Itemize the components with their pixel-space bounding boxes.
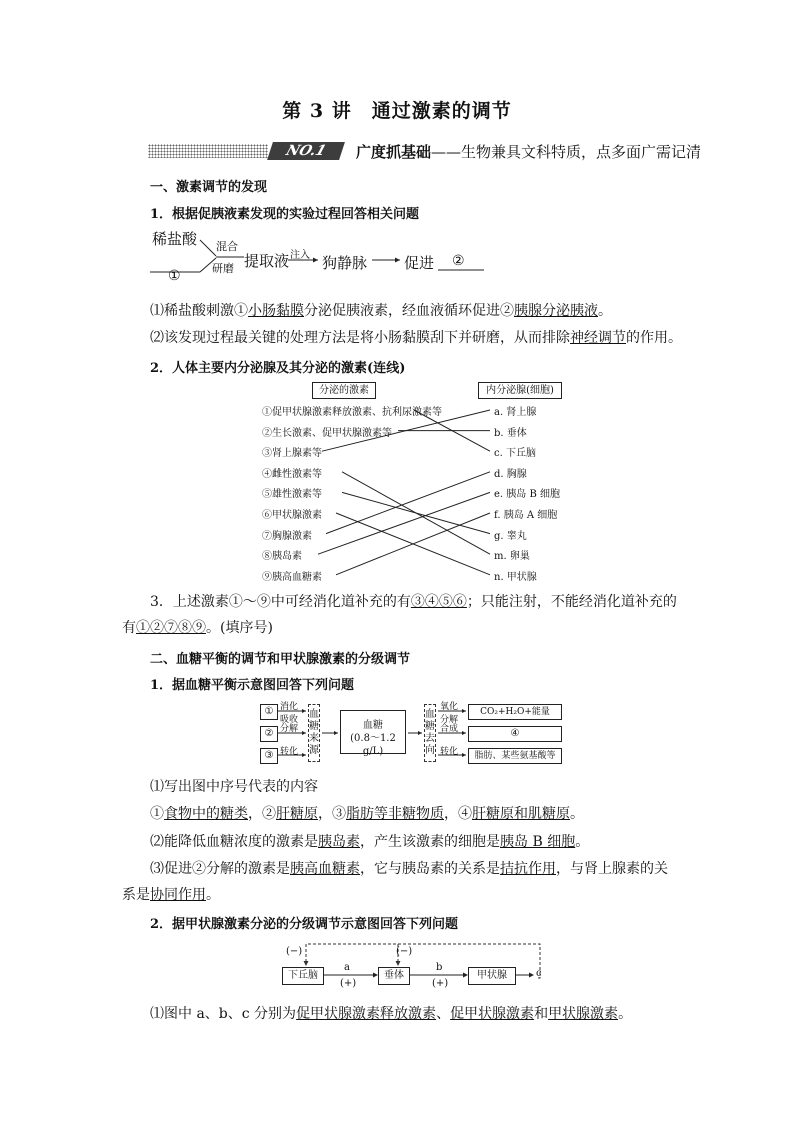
q1-answer-2	[150, 327, 682, 347]
q1a1-answer-2: 胰腺分泌胰液	[514, 303, 598, 319]
a3-line2-pre: 系是	[122, 887, 150, 903]
output-3-box: 脂肪、某些氨基酸等	[468, 748, 562, 764]
hormone-item: ③肾上腺素等	[262, 448, 322, 460]
q1-answer-1	[150, 300, 612, 320]
center-range: (0.8～1.2 g/L)	[350, 733, 396, 757]
oxidize-decompose-label: 分解	[440, 715, 459, 725]
s2q2-end: 。	[618, 1006, 633, 1022]
q3-answer-2: ①②⑦⑧⑨	[136, 620, 206, 636]
a3-pre: ⑶促进②分解的激素是	[150, 861, 290, 877]
inject-label: 注入	[290, 250, 310, 261]
grind-label: 研磨	[212, 262, 234, 275]
s2q2-a1	[150, 1003, 632, 1023]
pituitary-box: 垂体	[378, 967, 410, 985]
q3-pre: 3．上述激素①～⑨中可经消化道补充的有	[150, 594, 411, 610]
source-1-box: ①	[260, 704, 278, 720]
source-2-box: ②	[260, 726, 278, 742]
hormone-item: ①促甲状腺激素释放激素、抗利尿激素等	[262, 407, 442, 418]
blank-1: ①	[168, 268, 181, 284]
q1a2-end: 的作用。	[626, 330, 682, 346]
minus-label-1: (−)	[286, 946, 303, 957]
hormone-item: ②生长激素、促甲状腺激素等	[262, 427, 392, 439]
right-header: 内分泌腺(细胞)	[478, 382, 562, 399]
q1a1-mid: 分泌促胰液素，经血液循环促进②	[304, 303, 514, 319]
match-line	[326, 472, 490, 534]
q3-line-2	[122, 617, 273, 637]
convert-label: 转化	[280, 747, 299, 757]
q1a1-answer-1: 小肠黏膜	[248, 303, 304, 319]
minus-label-2: (−)	[396, 946, 413, 957]
hormone-item: ⑦胸腺激素	[262, 530, 312, 542]
banner-subtitle: ——生物兼具文科特质，点多面广需记清	[431, 143, 702, 161]
plus-label-1: (+)	[340, 978, 357, 989]
a3-v3: 协同作用	[150, 887, 206, 903]
q1-heading: 1．根据促胰液素发现的实验过程回答相关问题	[150, 207, 420, 222]
promote-label: 促进	[404, 254, 435, 272]
blood-sugar-center-box	[340, 710, 406, 757]
vein-label: 狗静脉	[322, 254, 368, 272]
banner-badge: NO.1	[267, 142, 345, 160]
gland-item: n. 甲状腺	[494, 571, 537, 583]
q3-end: 。(填序号)	[206, 620, 273, 636]
s2q2-pre: ⑴图中 a、b、c 分别为	[150, 1006, 297, 1022]
s2q2-v3: 甲状腺激素	[548, 1006, 619, 1022]
s2q1-a2	[150, 831, 589, 851]
s2q1-a3-line1	[150, 858, 668, 878]
a1b-v4: 肝糖原和肌糖原	[472, 806, 570, 822]
a3-mid: ，它与胰岛素的关系是	[360, 861, 500, 877]
center-title: 血糖	[363, 720, 383, 731]
label-a: a	[344, 962, 350, 973]
a1b-p3: ，③	[318, 806, 346, 822]
a2-v1: 胰岛素	[318, 834, 360, 850]
a2-mid: ，产生该激素的细胞是	[360, 834, 500, 850]
s2q2-v2: 促甲状腺激素	[450, 1006, 535, 1022]
a1b-p2: ，②	[248, 806, 276, 822]
a1b-p1: ①	[150, 806, 164, 822]
section2-heading: 二、血糖平衡的调节和甲状腺激素的分级调节	[150, 652, 411, 667]
blood-sugar-source-tag: 血糖来源	[308, 704, 320, 762]
extract-label: 提取液	[244, 252, 290, 270]
page-title: 第 3 讲 通过激素的调节	[282, 100, 512, 122]
thyroid-diagram	[280, 940, 550, 996]
gland-item: a. 肾上腺	[494, 407, 537, 418]
hormone-item: ⑧胰岛素	[262, 551, 302, 563]
match-line	[342, 492, 490, 533]
banner-dots	[148, 144, 268, 158]
s2q2-s2: 和	[534, 1006, 549, 1022]
blank-2: ②	[452, 253, 465, 269]
synthesize-label: 合成	[440, 724, 459, 734]
a2-end: 。	[575, 834, 590, 850]
acid-label: 稀盐酸	[152, 230, 198, 248]
q1a2-pre: ⑵该发现过程最关键的处理方法是将小肠黏膜刮下并研磨，从而排除	[150, 330, 570, 346]
gland-item: b. 垂体	[494, 427, 527, 439]
a3-v2: 拮抗作用	[500, 861, 556, 877]
s2q2-heading: 2．据甲状腺激素分泌的分级调节示意图回答下列问题	[150, 917, 459, 932]
a1b-v3: 脂肪等非糖物质	[346, 806, 444, 822]
a2-v2: 胰岛 B 细胞	[500, 834, 576, 850]
decompose-label: 分解	[280, 724, 299, 734]
s2q1-a1-answers	[150, 803, 584, 823]
a3-end: 。	[206, 887, 220, 903]
a2-pre: ⑵能降低血糖浓度的激素是	[150, 834, 318, 850]
hormone-item: ④雌性激素等	[262, 468, 322, 480]
a1b-p4: ，④	[444, 806, 472, 822]
q1a1-end: 。	[598, 303, 612, 319]
q3-mid: ；只能注射，不能经消化道补充的	[466, 594, 677, 610]
s2q1-heading: 1．据血糖平衡示意图回答下列问题	[150, 678, 355, 693]
output-2-box: ④	[468, 726, 562, 742]
gland-item: f. 胰岛 A 细胞	[494, 510, 558, 521]
s2q2-v1: 促甲状腺激素释放激素	[296, 1006, 437, 1022]
absorb-label: 吸收	[280, 715, 299, 725]
q3-answer-1: ③④⑤⑥	[410, 594, 467, 610]
source-3-box: ③	[260, 748, 278, 764]
output-1-box: CO₂+H₂O+能量	[468, 704, 562, 720]
left-header: 分泌的激素	[312, 382, 376, 399]
gland-item: m. 卵巢	[494, 551, 530, 563]
banner-title: 广度抓基础	[356, 143, 432, 161]
gland-item: g. 睾丸	[494, 530, 527, 542]
q1a1-pre: ⑴稀盐酸刺激①	[150, 303, 248, 319]
hypothalamus-box: 下丘脑	[282, 967, 324, 985]
a1b-end: 。	[570, 806, 584, 822]
s2q1-a3-line2	[122, 884, 220, 904]
oxidize-label: 氧化	[440, 702, 459, 712]
label-c: c	[536, 968, 542, 979]
secretin-diagram	[150, 228, 500, 288]
hormone-item: ⑨胰高血糖素	[262, 571, 322, 583]
q3-line2-pre: 有	[122, 620, 136, 636]
section1-heading: 一、激素调节的发现	[150, 180, 268, 195]
q1a2-answer: 神经调节	[570, 330, 626, 346]
q2-heading: 2．人体主要内分泌腺及其分泌的激素(连线)	[150, 361, 406, 376]
blood-sugar-dest-tag: 血糖去向	[424, 704, 436, 762]
q3-line-1	[150, 591, 677, 611]
plus-label-2: (+)	[432, 978, 449, 989]
a3-mid2: ，与肾上腺素的关	[556, 861, 668, 877]
s2q2-s1: 、	[436, 1006, 451, 1022]
gland-item: c. 下丘脑	[494, 448, 536, 460]
thyroid-box: 甲状腺	[468, 967, 516, 985]
digest-label: 消化	[280, 702, 299, 712]
gland-item: e. 胰岛 B 细胞	[494, 489, 560, 501]
a1b-v1: 食物中的糖类	[164, 806, 248, 822]
section-banner	[148, 142, 702, 164]
hormone-item: ⑥甲状腺激素	[262, 510, 322, 521]
hormone-matching-diagram	[262, 380, 572, 586]
convert-2-label: 转化	[440, 747, 459, 757]
a1b-v2: 肝糖原	[276, 806, 318, 822]
a3-v1: 胰高血糖素	[290, 861, 360, 877]
hormone-item: ⑤雄性激素等	[262, 489, 322, 501]
mix-label: 混合	[216, 240, 238, 253]
banner-text	[356, 141, 701, 162]
label-b: b	[436, 962, 443, 973]
blood-sugar-diagram	[258, 702, 588, 772]
s2q1-a1: ⑴写出图中序号代表的内容	[150, 779, 318, 795]
gland-item: d. 胸腺	[494, 468, 527, 480]
